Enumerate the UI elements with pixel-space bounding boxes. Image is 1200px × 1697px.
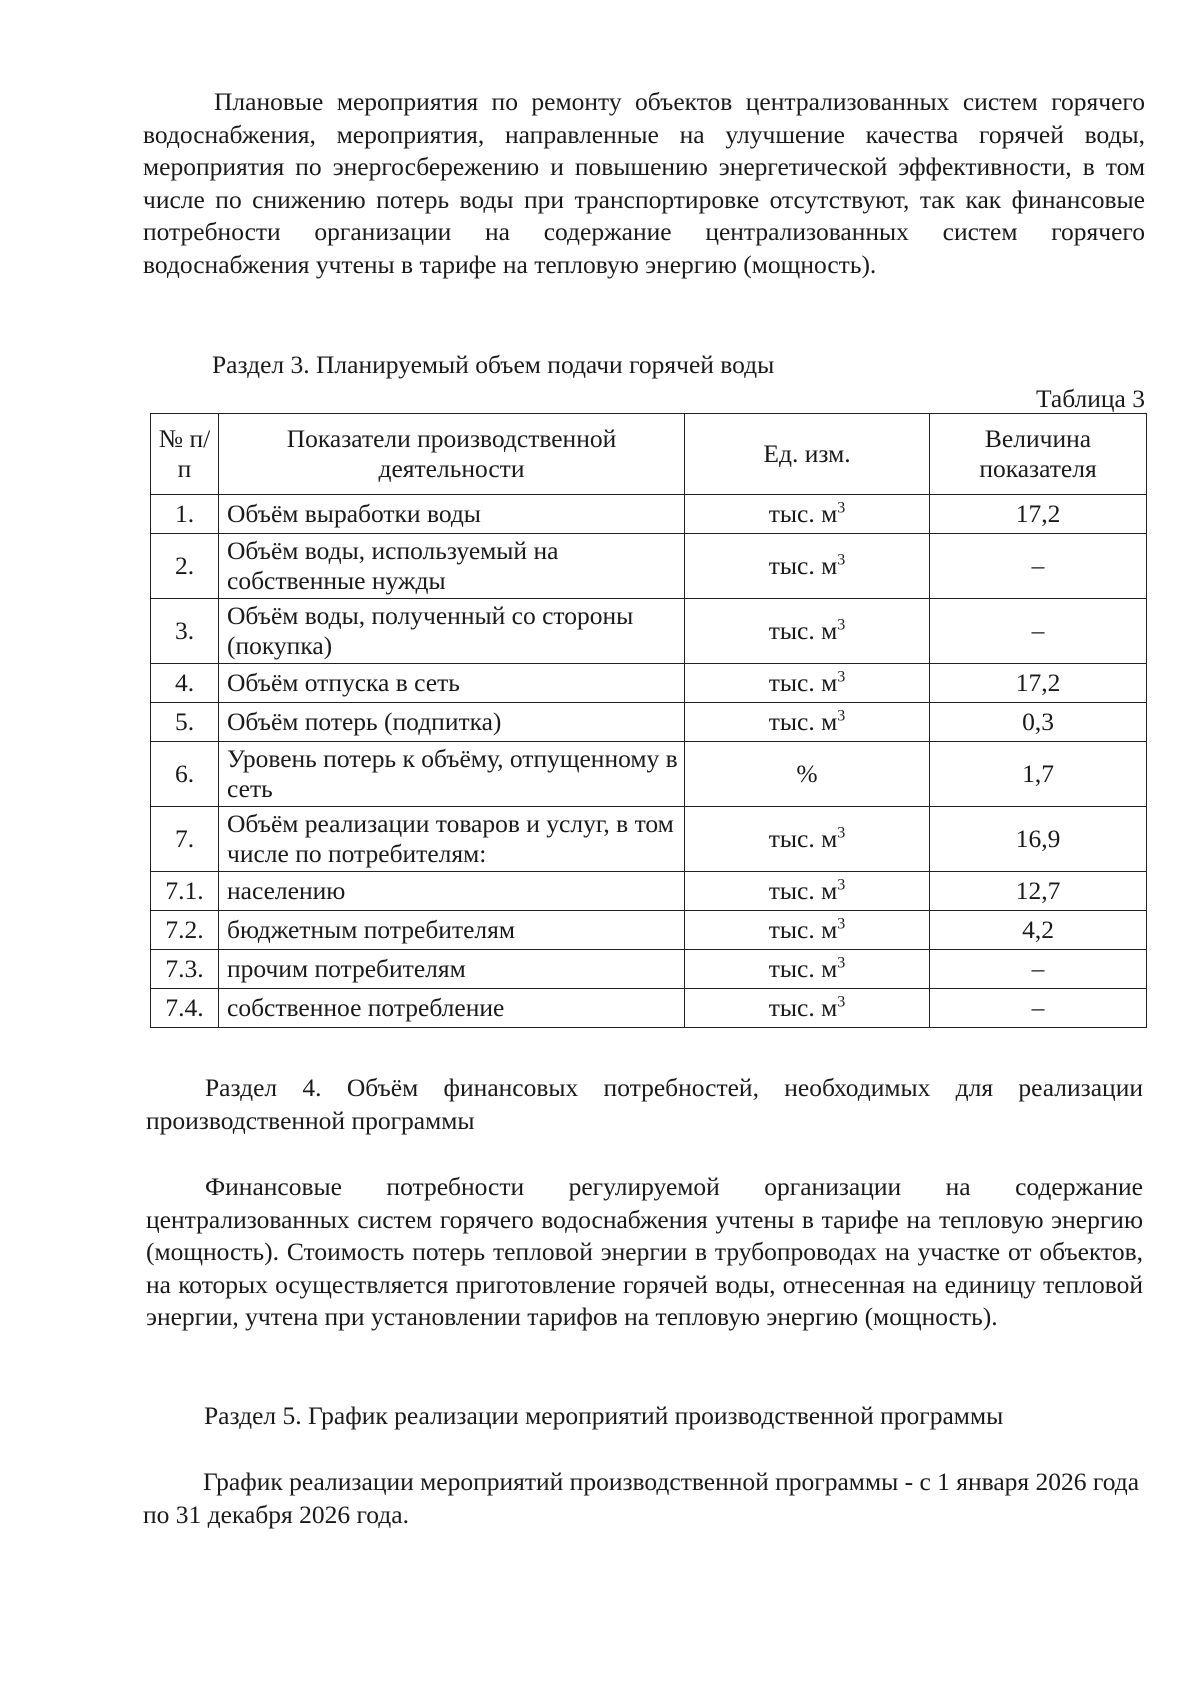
row-indicator-name: Объём воды, используемый на собственные нужды xyxy=(219,534,685,599)
table-row xyxy=(151,989,1147,1028)
row-value: – xyxy=(930,989,1147,1028)
col-header-value: Величина показателя xyxy=(930,414,1147,495)
unit-base: тыс. м xyxy=(768,499,838,528)
section3-heading: Раздел 3. Планируемый объем подачи горячей воды xyxy=(212,350,775,379)
table-row xyxy=(151,495,1147,534)
row-unit xyxy=(685,950,930,989)
table-header-row xyxy=(151,414,1147,495)
row-number: 4. xyxy=(151,664,219,703)
unit-superscript: 3 xyxy=(837,616,846,634)
unit-superscript: 3 xyxy=(837,668,846,686)
section5-paragraph: График реализации мероприятий производственной программы - с 1 января 2026 года по 31 декабря 2026 года. xyxy=(143,1467,1140,1529)
table-row xyxy=(151,534,1147,599)
row-indicator-name: Объём воды, полученный со стороны (покупка) xyxy=(219,599,685,664)
row-unit xyxy=(685,664,930,703)
row-unit xyxy=(685,872,930,911)
row-unit xyxy=(685,989,930,1028)
row-value: 12,7 xyxy=(930,872,1147,911)
unit-base: тыс. м xyxy=(768,993,838,1022)
row-indicator-name: бюджетным потребителям xyxy=(219,911,685,950)
unit-base: тыс. м xyxy=(768,707,838,736)
row-value: 17,2 xyxy=(930,495,1147,534)
unit-superscript: 3 xyxy=(837,824,846,842)
row-number: 7. xyxy=(151,807,219,872)
row-indicator-name: собственное потребление xyxy=(219,989,685,1028)
unit-base: тыс. м xyxy=(768,551,838,580)
row-number: 7.3. xyxy=(151,950,219,989)
row-unit xyxy=(685,534,930,599)
row-indicator-name: Уровень потерь к объёму, отпущенному в сеть xyxy=(219,742,685,807)
row-unit xyxy=(685,703,930,742)
unit-superscript: 3 xyxy=(837,993,846,1011)
table-row xyxy=(151,911,1147,950)
table-row xyxy=(151,664,1147,703)
unit-base: тыс. м xyxy=(768,616,838,645)
row-value: – xyxy=(930,599,1147,664)
col-header-unit: Ед. изм. xyxy=(685,414,930,495)
row-unit xyxy=(685,911,930,950)
table-row xyxy=(151,950,1147,989)
unit-base: тыс. м xyxy=(768,668,838,697)
section4-paragraph: Финансовые потребности регулируемой организации на содержание централизованных систем горячего водоснабжения учтены в тарифе на тепловую энергию (мощность). Стоимость потерь тепловой энергии в трубопроводах на участке от объектов, на которых осуществляется приготовление горячей воды, отнесенная на единицу тепловой энергии, учтена при установлении тарифов на тепловую энергию (мощность). xyxy=(146,1172,1143,1331)
row-number: 6. xyxy=(151,742,219,807)
col-header-name: Показатели производственной деятельности xyxy=(219,414,685,495)
row-indicator-name: Объём отпуска в сеть xyxy=(219,664,685,703)
row-unit xyxy=(685,599,930,664)
table-row xyxy=(151,807,1147,872)
production-table xyxy=(150,413,1147,1028)
table-row xyxy=(151,703,1147,742)
unit-superscript: 3 xyxy=(837,707,846,725)
col-header-num: № п/п xyxy=(151,414,219,495)
row-number: 2. xyxy=(151,534,219,599)
unit-superscript: 3 xyxy=(837,499,846,517)
unit-superscript: 3 xyxy=(837,551,846,569)
row-value: 1,7 xyxy=(930,742,1147,807)
row-unit xyxy=(685,742,930,807)
row-value: 4,2 xyxy=(930,911,1147,950)
unit-base: тыс. м xyxy=(768,876,838,905)
row-number: 7.1. xyxy=(151,872,219,911)
row-indicator-name: прочим потребителям xyxy=(219,950,685,989)
row-unit xyxy=(685,495,930,534)
table-body xyxy=(151,495,1147,1028)
unit-base: тыс. м xyxy=(768,915,838,944)
row-indicator-name: Объём потерь (подпитка) xyxy=(219,703,685,742)
row-indicator-name: Объём реализации товаров и услуг, в том числе по потребителям: xyxy=(219,807,685,872)
table-row xyxy=(151,872,1147,911)
section4-heading: Раздел 4. Объём финансовых потребностей, необходимых для реализации производственной программы xyxy=(146,1073,1143,1135)
unit-base: % xyxy=(796,759,818,788)
row-number: 7.2. xyxy=(151,911,219,950)
row-value: – xyxy=(930,950,1147,989)
unit-superscript: 3 xyxy=(837,915,846,933)
row-value: 17,2 xyxy=(930,664,1147,703)
row-indicator-name: Объём выработки воды xyxy=(219,495,685,534)
unit-superscript: 3 xyxy=(837,954,846,972)
intro-paragraph: Плановые мероприятия по ремонту объектов централизованных систем горячего водоснабжения, мероприятия, направленные на улучшение качества горячей воды, мероприятия по энергосбережению и повышению энергетической эффективности, в том числе по снижению потерь воды при транспортировке отсутствуют, так как финансовые потребности организации на содержание централизованных систем горячего водоснабжения учтены в тарифе на тепловую энергию (мощность). xyxy=(143,87,1145,279)
table-row xyxy=(151,599,1147,664)
section5-heading: Раздел 5. График реализации мероприятий производственной программы xyxy=(204,1401,1004,1430)
row-unit xyxy=(685,807,930,872)
row-indicator-name: населению xyxy=(219,872,685,911)
row-number: 3. xyxy=(151,599,219,664)
row-value: 16,9 xyxy=(930,807,1147,872)
unit-base: тыс. м xyxy=(768,954,838,983)
row-number: 1. xyxy=(151,495,219,534)
unit-base: тыс. м xyxy=(768,824,838,853)
table-caption: Таблица 3 xyxy=(1035,384,1145,413)
row-number: 7.4. xyxy=(151,989,219,1028)
row-value: – xyxy=(930,534,1147,599)
unit-superscript: 3 xyxy=(837,876,846,894)
row-value: 0,3 xyxy=(930,703,1147,742)
table-row xyxy=(151,742,1147,807)
row-number: 5. xyxy=(151,703,219,742)
